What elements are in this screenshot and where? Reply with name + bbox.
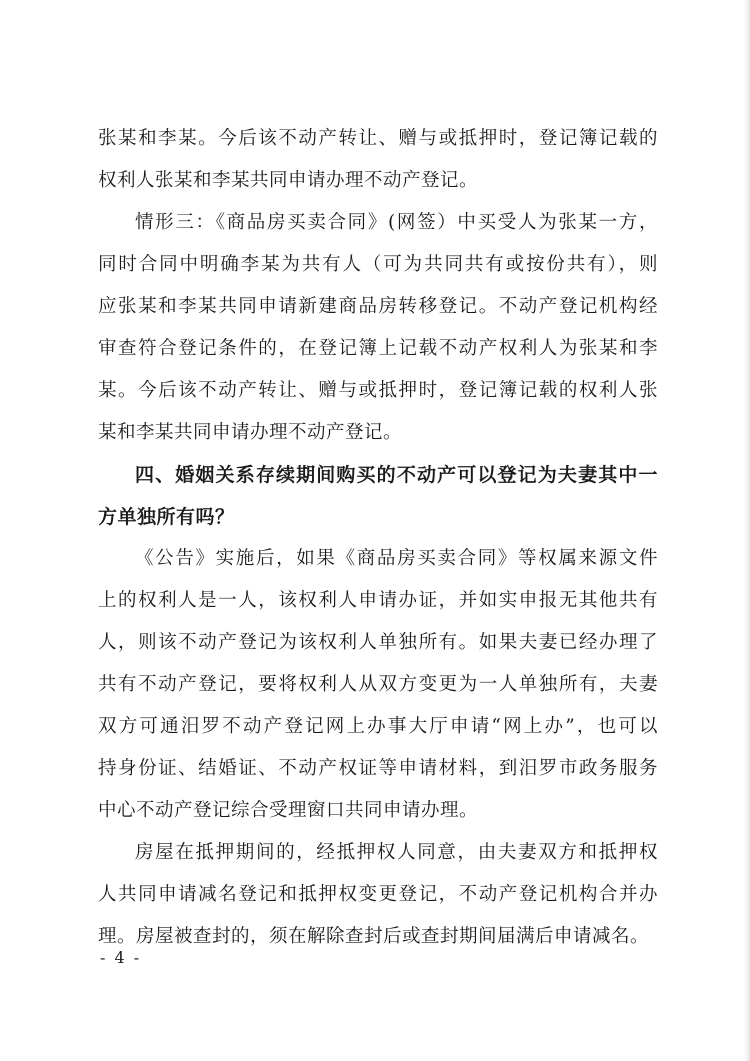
text-line: 理。房屋被查封的，须在解除查封后或查封期间届满后申请减名。 <box>98 926 650 947</box>
text-line: 《公告》实施后，如果《商品房买卖合同》等权属来源文件 <box>135 548 658 569</box>
document-page <box>98 118 658 958</box>
page-number: - 4 - <box>100 948 142 967</box>
paragraph-continuation <box>98 118 658 202</box>
text-line: 张某和李某。今后该不动产转让、赠与或抵押时，登记簿记载的 <box>98 128 658 149</box>
text-line: 房屋在抵押期间的，经抵押权人同意，由夫妻双方和抵押权 <box>135 842 658 863</box>
text-line: 同时合同中明确李某为共有人（可为共同共有或按份共有），则 <box>98 254 658 275</box>
paragraph-mortgage <box>98 832 658 958</box>
text-line: 人共同申请减名登记和抵押权变更登记，不动产登记机构合并办 <box>98 884 658 905</box>
text-line: 上的权利人是一人，该权利人申请办证，并如实申报无其他共有 <box>98 590 658 611</box>
paragraph-scenario-three <box>98 202 658 454</box>
scan-edge-shadow <box>744 0 750 1061</box>
text-line: 共有不动产登记，要将权利人从双方变更为一人单独所有，夫妻 <box>98 674 658 695</box>
paragraph-announcement <box>98 538 658 832</box>
text-line: 某。今后该不动产转让、赠与或抵押时，登记簿记载的权利人张 <box>98 380 658 401</box>
text-line: 审查符合登记条件的，在登记簿上记载不动产权利人为张某和李 <box>98 338 658 359</box>
text-line: 中心不动产登记综合受理窗口共同申请办理。 <box>98 800 479 821</box>
heading-line: 四、婚姻关系存续期间购买的不动产可以登记为夫妻其中一 <box>135 464 658 486</box>
text-line: 权利人张某和李某共同申请办理不动产登记。 <box>98 170 479 191</box>
text-line: 应张某和李某共同申请新建商品房转移登记。不动产登记机构经 <box>98 296 658 317</box>
text-line: 双方可通汨罗不动产登记网上办事大厅申请“网上办”，也可以 <box>98 716 658 737</box>
text-line: 人，则该不动产登记为该权利人单独所有。如果夫妻已经办理了 <box>98 632 658 653</box>
text-line: 持身份证、结婚证、不动产权证等申请材料，到汨罗市政务服务 <box>98 758 658 779</box>
text-line: 某和李某共同申请办理不动产登记。 <box>98 422 403 443</box>
text-line: 情形三：《商品房买卖合同》(网签）中买受人为张某一方， <box>135 212 658 233</box>
section-heading-four <box>98 454 658 538</box>
heading-line: 方单独所有吗？ <box>98 506 235 528</box>
